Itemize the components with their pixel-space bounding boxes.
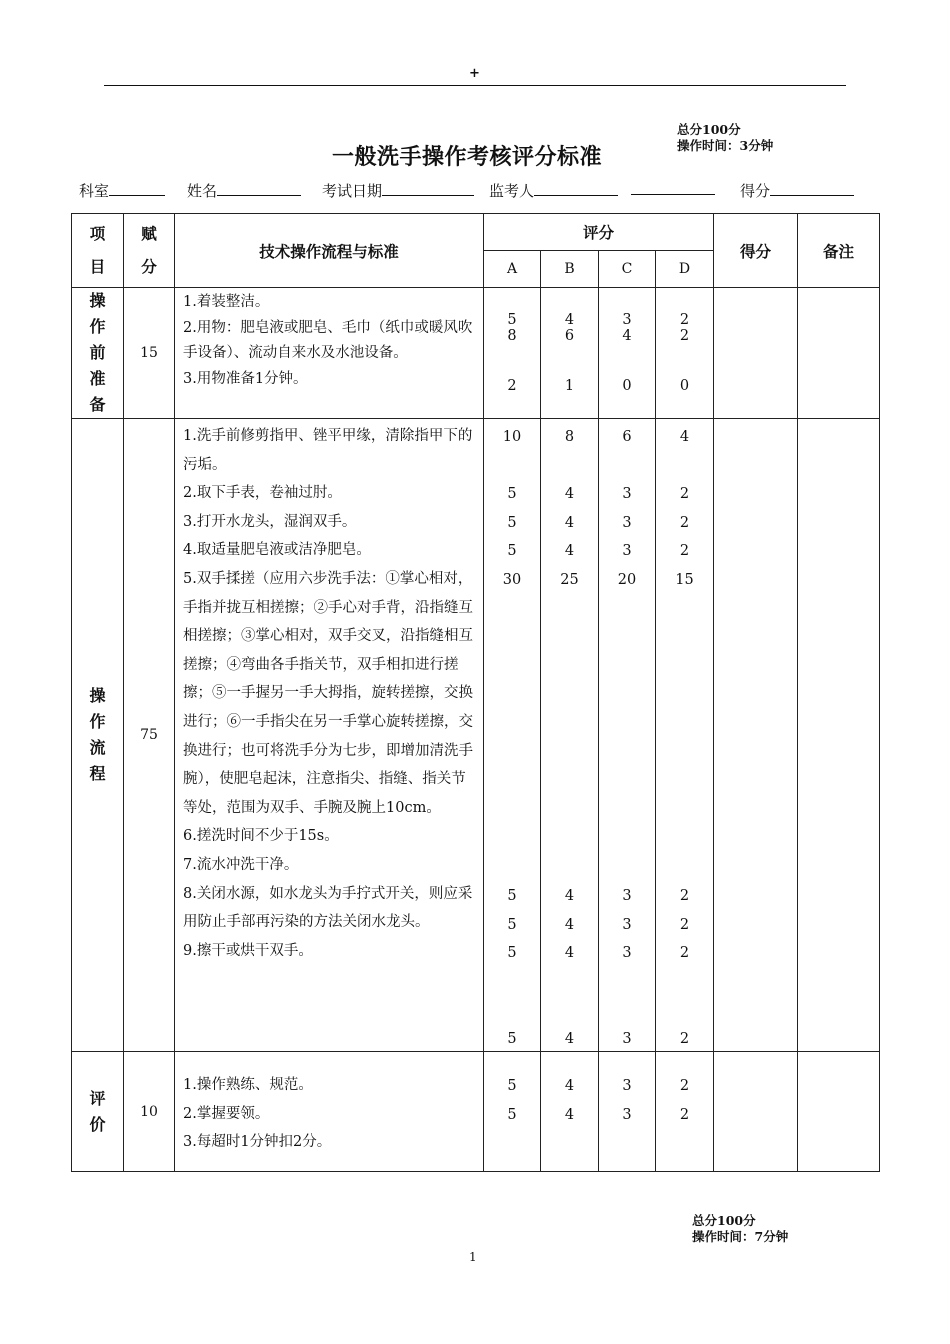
grade-c-process (599, 419, 656, 1052)
step-item: 1.操作熟练、规范。 (183, 1077, 313, 1093)
points-evaluation: 10 (124, 1052, 175, 1172)
header-rule (104, 85, 846, 86)
name-field[interactable] (187, 180, 301, 201)
remark-cell-evaluation[interactable] (798, 1052, 880, 1172)
form-fields (79, 180, 869, 202)
grade-b-evaluation (541, 1052, 599, 1172)
step-item: 9.擦干或烘干双手。 (183, 942, 313, 959)
score-value: 15 (675, 572, 694, 588)
item-header: 项目 (72, 214, 124, 288)
score-value: 30 (502, 572, 522, 588)
score-value: 2 (679, 945, 690, 961)
header-mark: + (469, 66, 480, 81)
proctor-field[interactable] (489, 180, 618, 201)
score-value: 3 (622, 1031, 632, 1047)
score-value: 5 (507, 486, 517, 502)
step-item: 1.洗手前修剪指甲、锉平甲缘，清除指甲下的污垢。 (183, 428, 473, 473)
score-value: 3 (622, 1078, 632, 1094)
score-value: 2 (679, 1031, 690, 1047)
score-value: 3 (622, 543, 632, 559)
score-value: 2 (679, 328, 690, 344)
score-value: 4 (564, 312, 575, 328)
score-value: 2 (679, 1107, 690, 1123)
score-cell-prep[interactable] (714, 288, 798, 419)
exam-date-field[interactable] (322, 180, 474, 201)
points-process: 75 (124, 419, 175, 1052)
score-value: 3 (622, 917, 632, 933)
steps-evaluation (175, 1052, 484, 1172)
step-item: 6.搓洗时间不少于15s。 (183, 828, 339, 845)
score-value: 3 (622, 312, 632, 328)
procedure-header: 技术操作流程与标准 (175, 214, 484, 288)
score-value: 8 (507, 328, 517, 344)
score-value: 2 (507, 378, 517, 394)
department-field[interactable] (79, 180, 165, 201)
category-process: 操作流程 (72, 419, 124, 1052)
top-note (677, 122, 773, 154)
score-value: 5 (507, 1107, 517, 1123)
score-value: 2 (679, 486, 690, 502)
step-item: 2.掌握要领。 (183, 1105, 270, 1122)
bottom-note (692, 1213, 788, 1245)
score-value: 2 (679, 1078, 690, 1094)
score-value: 25 (560, 572, 579, 588)
score-value: 6 (622, 429, 632, 445)
step-item: 2.用物：肥皂液或肥皂、毛巾（纸巾或暖风吹手设备）、流动自来水及水池设备。 (183, 319, 473, 361)
grade-b-header: B (541, 251, 599, 288)
grade-d-process (656, 419, 714, 1052)
score-value: 2 (679, 543, 690, 559)
score-field[interactable] (740, 180, 854, 201)
step-item: 4.取适量肥皂液或洁净肥皂。 (183, 542, 371, 559)
score-value: 4 (564, 486, 575, 502)
page-number: 1 (469, 1250, 477, 1264)
score-value: 3 (622, 515, 632, 531)
score-value: 4 (622, 328, 632, 344)
score-value: 4 (679, 429, 690, 445)
score-cell-process[interactable] (714, 419, 798, 1052)
score-value: 5 (507, 312, 517, 328)
section-prep (72, 288, 880, 419)
score-value: 2 (679, 917, 690, 933)
score-header: 得分 (714, 214, 798, 288)
top-time: 操作时间：3分钟 (677, 138, 774, 153)
score-value: 3 (622, 888, 632, 904)
score-value: 8 (564, 429, 575, 445)
score-value: 5 (507, 1031, 517, 1047)
name-label: 姓名 (187, 182, 218, 200)
score-value: 4 (564, 945, 575, 961)
grade-a-prep (484, 288, 541, 419)
page-title: 一般洗手操作考核评分标准 (332, 144, 603, 170)
score-value: 4 (564, 1078, 575, 1094)
score-value: 3 (622, 945, 632, 961)
steps-process (175, 419, 484, 1052)
score-value: 5 (507, 1078, 517, 1094)
step-item: 5.双手揉搓（应用六步洗手法：①掌心相对，手指并拢互相搓擦；②手心对手背，沿指缝互相搓擦；③掌心相对，双手交叉，沿指缝相互搓擦；④弯曲各手指关节，双手相扣进行搓擦；⑤一手握另一手大拇指，旋转搓擦，交换进行；⑥一手指尖在另一手掌心旋转搓擦，交换进行；也可将洗手分为七步，即增加清洗手腕），使肥皂起沫，注意指尖、指缝、指关节等处，范围为双手、手腕及腕上10cm。 (183, 570, 473, 816)
score-value: 10 (502, 429, 522, 445)
grade-a-process (484, 419, 541, 1052)
step-item: 3.打开水龙头，湿润双手。 (183, 513, 357, 530)
score-value: 4 (564, 1107, 575, 1123)
score-value: 0 (622, 378, 632, 394)
grade-d-header: D (656, 251, 714, 288)
step-item: 1.着装整洁。 (183, 294, 270, 310)
grade-c-prep (599, 288, 656, 419)
score-value: 4 (564, 1031, 575, 1047)
bottom-total: 总分100分 (692, 1213, 756, 1228)
section-process (72, 419, 880, 1052)
grade-d-evaluation (656, 1052, 714, 1172)
grade-c-evaluation (599, 1052, 656, 1172)
score-value: 2 (679, 312, 690, 328)
remark-header: 备注 (798, 214, 880, 288)
score-value: 4 (564, 888, 575, 904)
score-value: 0 (679, 378, 690, 394)
proctor-label: 监考人 (489, 182, 535, 200)
score-value: 3 (622, 1107, 632, 1123)
points-prep: 15 (124, 288, 175, 419)
category-evaluation: 评价 (72, 1052, 124, 1172)
remark-cell-prep[interactable] (798, 288, 880, 419)
exam-date-label: 考试日期 (322, 182, 383, 200)
steps-prep (175, 288, 484, 419)
score-value: 20 (617, 572, 637, 588)
score-value: 1 (564, 378, 575, 394)
score-value: 2 (679, 515, 690, 531)
score-value: 5 (507, 945, 517, 961)
score-value: 2 (679, 888, 690, 904)
score-cell-evaluation[interactable] (714, 1052, 798, 1172)
department-label: 科室 (79, 182, 110, 200)
grade-b-prep (541, 288, 599, 419)
points-header: 赋分 (124, 214, 175, 288)
grade-c-header: C (599, 251, 656, 288)
remark-cell-process[interactable] (798, 419, 880, 1052)
score-value: 4 (564, 515, 575, 531)
score-value: 5 (507, 917, 517, 933)
step-item: 8.关闭水源，如水龙头为手拧式开关，则应采用防止手部再污染的方法关闭水龙头。 (183, 885, 473, 931)
grade-b-process (541, 419, 599, 1052)
score-value: 6 (564, 328, 575, 344)
scoring-table (71, 213, 880, 1172)
bottom-time: 操作时间：7分钟 (692, 1229, 789, 1244)
grade-d-prep (656, 288, 714, 419)
step-item: 7.流水冲洗干净。 (183, 856, 299, 873)
score-value: 4 (564, 543, 575, 559)
section-evaluation (72, 1052, 880, 1172)
score-value: 4 (564, 917, 575, 933)
step-item: 2.取下手表，卷袖过肘。 (183, 485, 342, 502)
step-item: 3.用物准备1分钟。 (183, 370, 308, 387)
category-prep: 操作前准备 (72, 288, 124, 419)
rating-header: 评分 (484, 214, 714, 251)
score-value: 5 (507, 888, 517, 904)
score-label: 得分 (740, 182, 771, 200)
score-value: 5 (507, 543, 517, 559)
step-item: 3.每超时1分钟扣2分。 (183, 1134, 332, 1151)
grade-a-evaluation (484, 1052, 541, 1172)
extra-blank-field[interactable] (631, 180, 715, 199)
top-total: 总分100分 (677, 122, 741, 137)
score-value: 3 (622, 486, 632, 502)
grade-a-header: A (484, 251, 541, 288)
score-value: 5 (507, 515, 517, 531)
